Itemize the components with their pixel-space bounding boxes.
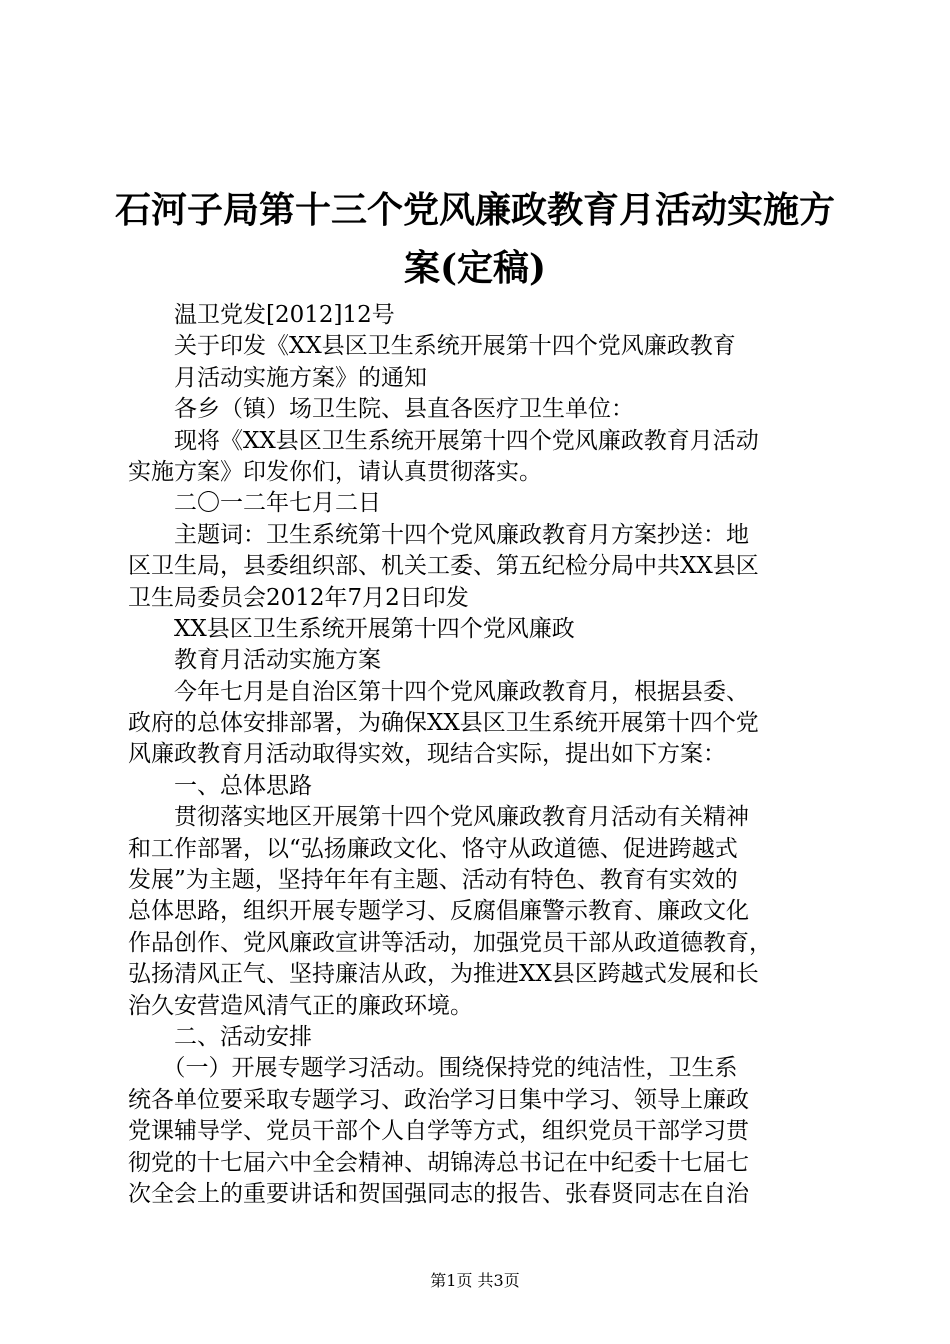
page-footer: 第1页 共3页 [430,1271,520,1290]
text-line: 作品创作、党风廉政宣讲等活动，加强党员干部从政道德教育， [128,929,772,956]
document-body [128,300,828,1210]
text-line: XX县区卫生系统开展第十四个党风廉政 [128,615,575,642]
text-line: 彻党的十七届六中全会精神、胡锦涛总书记在中纪委十七届七 [128,1149,749,1176]
text-line: 贯彻落实地区开展第十四个党风廉政教育月活动有关精神 [128,804,749,831]
text-line: 统各单位要采取专题学习、政治学习日集中学习、领导上廉政 [128,1086,749,1113]
text-line: 关于印发《XX县区卫生系统开展第十四个党风廉政教育 [128,333,736,360]
text-line: 主题词：卫生系统第十四个党风廉政教育月方案抄送：地 [128,521,749,548]
text-line: 一、总体思路 [128,772,312,799]
text-line: 风廉政教育月活动取得实效，现结合实际，提出如下方案： [128,741,726,768]
text-line: 二、活动安排 [128,1023,312,1050]
text-line: 治久安营造风清气正的廉政环境。 [128,992,473,1019]
text-line: 二〇一二年七月二日 [128,490,381,517]
text-line: 温卫党发[2012]12号 [128,302,395,328]
text-line: （一）开展专题学习活动。围绕保持党的纯洁性，卫生系 [128,1055,738,1082]
document-title-line-1: 石河子局第十三个党风廉政教育月活动实施方 [114,189,835,231]
text-line: 次全会上的重要讲话和贺国强同志的报告、张春贤同志在自治 [128,1180,749,1207]
text-line: 党课辅导学、党员干部个人自学等方式，组织党员干部学习贯 [128,1118,749,1145]
text-line: 总体思路，组织开展专题学习、反腐倡廉警示教育、廉政文化 [128,898,749,925]
text-line: 和工作部署，以“弘扬廉政文化、恪守从政道德、促进跨越式 [128,835,738,862]
text-line: 弘扬清风正气、坚持廉洁从政，为推进XX县区跨越式发展和长 [128,961,759,988]
text-line: 教育月活动实施方案 [128,647,381,674]
text-line: 区卫生局，县委组织部、机关工委、第五纪检分局中共XX县区 [128,553,759,580]
text-line: 实施方案》印发你们，请认真贯彻落实。 [128,458,542,485]
text-line: 政府的总体安排部署，为确保XX县区卫生系统开展第十四个党 [128,710,759,737]
text-line: 月活动实施方案》的通知 [128,364,427,391]
text-line: 现将《XX县区卫生系统开展第十四个党风廉政教育月活动 [128,427,759,454]
text-line: 今年七月是自治区第十四个党风廉政教育月，根据县委、 [128,678,749,705]
text-line: 各乡（镇）场卫生院、县直各医疗卫生单位： [128,396,634,423]
text-line: 卫生局委员会2012年7月2日印发 [128,584,469,611]
document-title-line-2: 案(定稿) [403,247,547,289]
text-line: 发展”为主题，坚持年年有主题、活动有特色、教育有实效的 [128,867,738,894]
